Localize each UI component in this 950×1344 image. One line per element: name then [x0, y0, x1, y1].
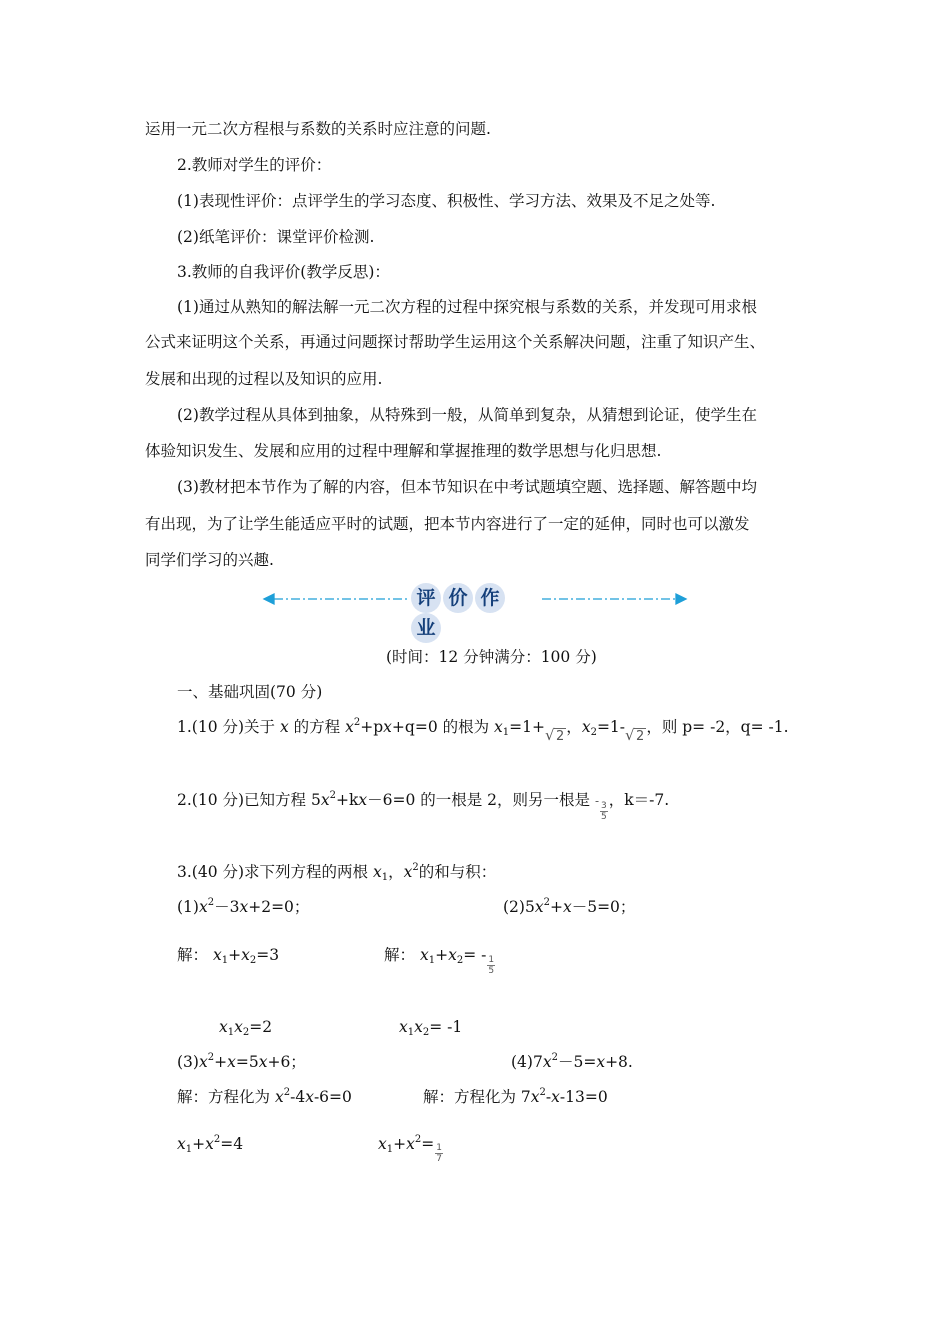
intro-line: 运用一元二次方程根与系数的关系时应注意的问题.	[145, 120, 491, 138]
part-2-equation: $(2)5x^2+x-5=0$；	[503, 897, 636, 916]
sqrt-expression: √ 2	[545, 726, 565, 744]
eval-item-1: (1)表现性评价：点评学生的学习态度、积极性、学习方法、效果及不足之处等.	[177, 192, 716, 210]
reflection-2-line-2: 体验知识发生、发展和应用的过程中理解和掌握推理的数学思想与化归思想.	[145, 442, 662, 460]
banner-arrow-left-icon	[264, 594, 274, 604]
reflection-3-line-3: 同学们学习的兴趣.	[145, 551, 274, 569]
reflection-3-line-1: (3)教材把本节作为了解的内容，但本节知识在中考试题填空题、选择题、解答题中均	[177, 478, 757, 496]
banner-char: 价	[443, 583, 473, 613]
part-3-solution: 解：方程化为 $x^2-4x-6=0$	[177, 1087, 352, 1106]
reflection-1-line-2: 公式来证明这个关系，再通过问题探讨帮助学生运用这个关系解决问题，注重了知识产生、	[145, 333, 766, 351]
fraction: $\frac{1}{7}$	[436, 1143, 442, 1164]
part-4-equation: $(4)7x^2-5=x+8$.	[511, 1052, 633, 1071]
part-2-sum: 解： $x_1+x_2=$ - $\frac{1}{5}$	[384, 946, 495, 976]
section-heading: 一、基础巩固(70 分)	[177, 683, 323, 701]
reflection-1-line-3: 发展和出现的过程以及知识的应用.	[145, 370, 383, 388]
question-1: 1.(10 分)关于 x 的方程 $x^2+px+q=0$ 的根为 $x_1=1+$ √ 2，$x_2=1-$ √ 2，则 p= -2，q= -1.	[177, 717, 789, 747]
part-4-solution: 解：方程化为 $7x^2-x-13=0$	[423, 1087, 608, 1106]
part-2-product: $x_1x_2= -1$	[399, 1018, 463, 1038]
banner-char: 作	[475, 583, 505, 613]
banner-char: 业	[411, 613, 441, 643]
self-eval-heading: 3.教师的自我评价(教学反思)：	[177, 263, 390, 281]
banner-char: 评	[411, 583, 441, 613]
reflection-2-line-1: (2)教学过程从具体到抽象，从特殊到一般，从简单到复杂，从猜想到论证，使学生在	[177, 406, 757, 424]
part-1-sum: 解： $x_1+x_2=3$	[177, 946, 280, 966]
banner-arrow-right-icon	[676, 594, 686, 604]
fraction: $\frac{3}{5}$	[601, 801, 607, 822]
fraction: $\frac{1}{5}$	[488, 955, 495, 976]
part-3-sum: $x_1+x^2=4$	[177, 1134, 244, 1155]
time-info: (时间：12 分钟满分：100 分)	[386, 648, 597, 666]
reflection-3-line-2: 有出现，为了让学生能适应平时的试题，把本节内容进行了一定的延伸，同时也可以激发	[145, 515, 750, 533]
teacher-eval-heading: 2.教师对学生的评价：	[177, 156, 332, 174]
question-2: 2.(10 分)已知方程 $5x^2+kx-6=0$ 的一根是 2，则另一根是 - $\frac{3}{5}$ ，k＝-7.	[177, 790, 670, 822]
question-3: 3.(40 分)求下列方程的两根 $x_1$，$x^2$的和与积：	[177, 862, 497, 883]
part-1-product: $x_1x_2=2$	[219, 1018, 273, 1038]
eval-item-2: (2)纸笔评价：课堂评价检测.	[177, 228, 375, 246]
reflection-1-line-1: (1)通过从熟知的解法解一元二次方程的过程中探究根与系数的关系，并发现可用求根	[177, 298, 757, 316]
banner-title	[411, 583, 537, 639]
part-4-sum: $x_1+x^2=$ $\frac{1}{7}$	[378, 1134, 442, 1164]
part-1-equation: $(1)x^2-3x+2=0$；	[177, 897, 310, 916]
part-3-equation: $(3)x^2+x=5x+6$；	[177, 1052, 306, 1071]
sqrt-expression: √ 2	[625, 726, 645, 744]
